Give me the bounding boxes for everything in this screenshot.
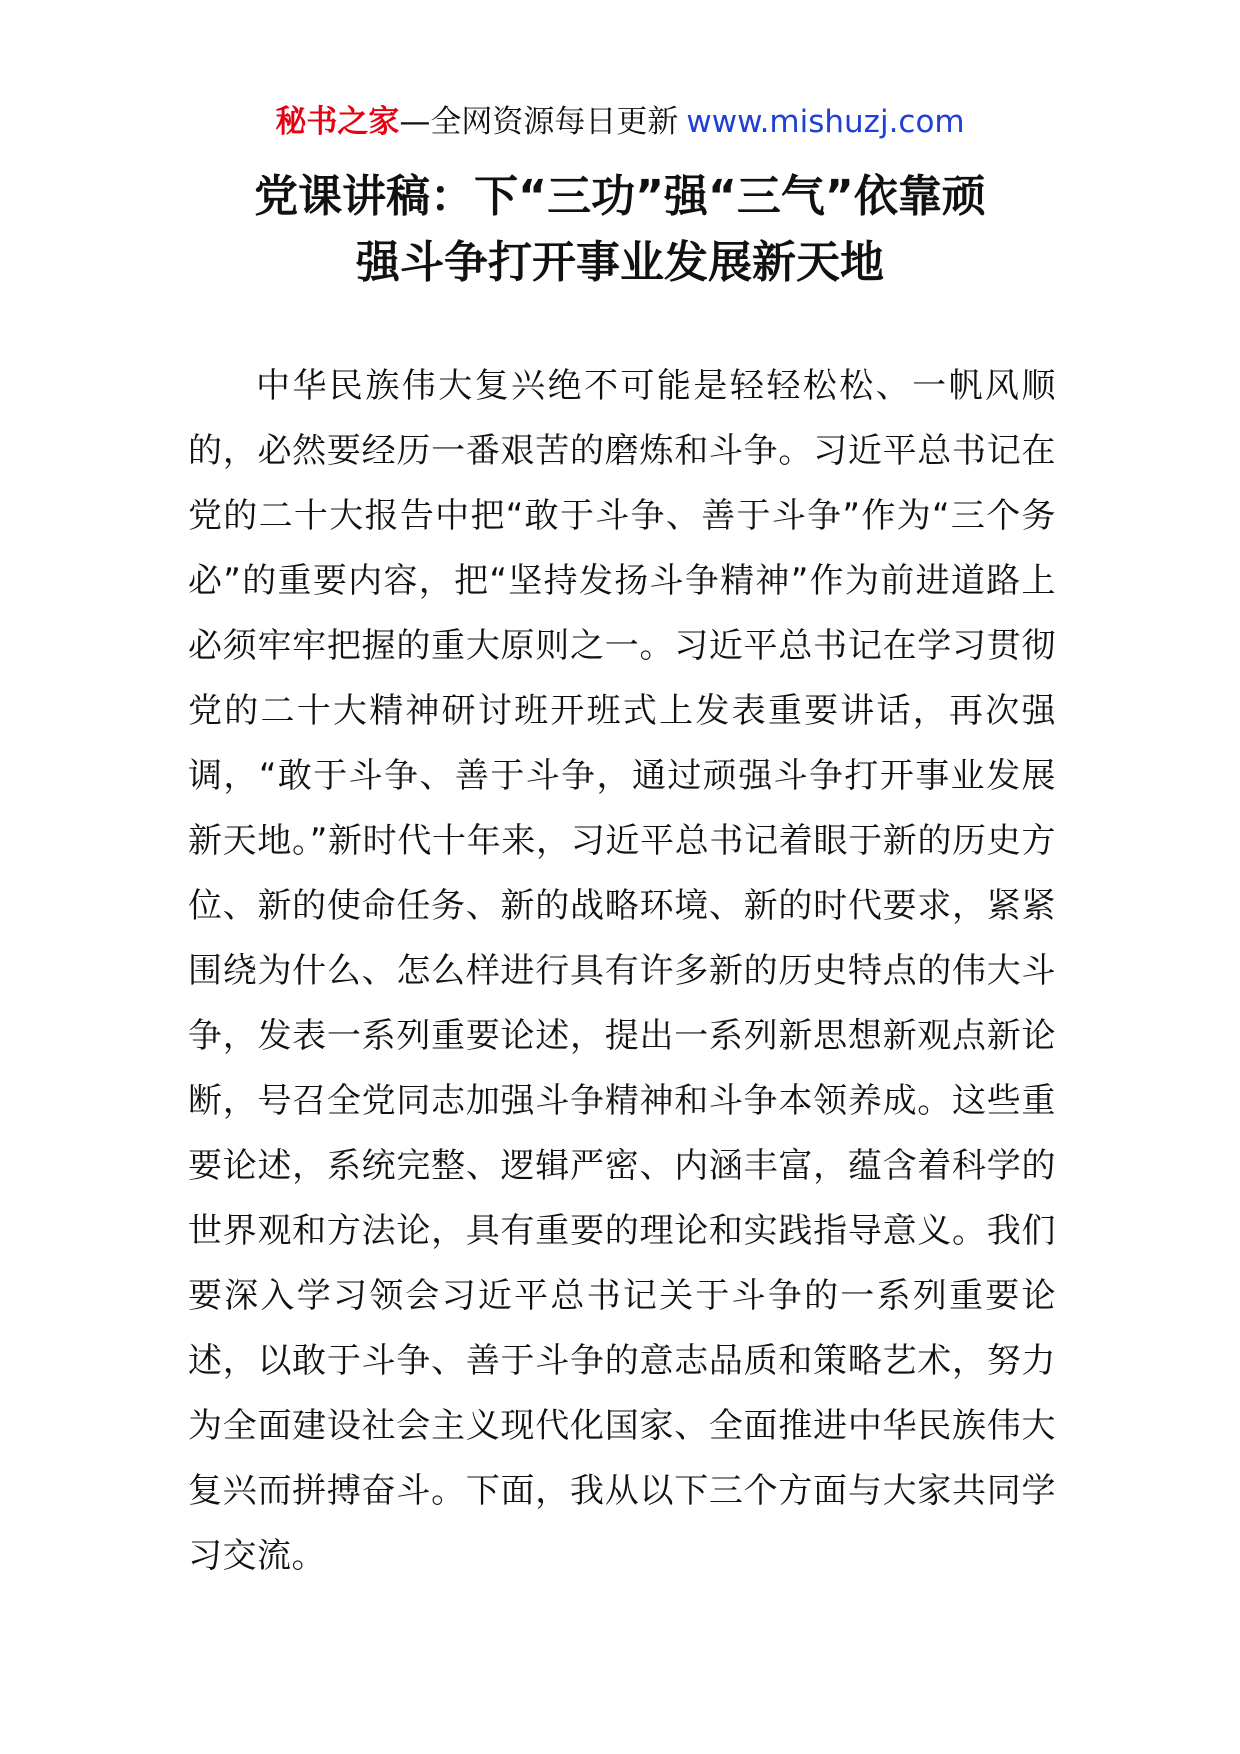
site-header xyxy=(0,100,1240,144)
document-title-line-2: 强斗争打开事业发展新天地 xyxy=(356,237,884,288)
site-name: 秘书之家 xyxy=(275,104,400,140)
site-url-link[interactable]: www.mishuzj.com xyxy=(686,104,965,140)
document-title xyxy=(170,164,1070,296)
site-slogan: —全网资源每日更新 xyxy=(399,104,679,140)
document-title-line-1: 党课讲稿：下“三功”强“三气”依靠顽 xyxy=(254,171,986,222)
body-paragraph: 中华民族伟大复兴绝不可能是轻轻松松、一帆风顺的，必然要经历一番艰苦的磨炼和斗争。习近平总书记在党的二十大报告中把“敢于斗争、善于斗争”作为“三个务必”的重要内容，把“坚持发扬斗争精神”作为前进道路上必须牢牢把握的重大原则之一。习近平总书记在学习贯彻党的二十大精神研讨班开班式上发表重要讲话，再次强调，“敢于斗争、善于斗争，通过顽强斗争打开事业发展新天地。”新时代十年来，习近平总书记着眼于新的历史方位、新的使命任务、新的战略环境、新的时代要求，紧紧围绕为什么、怎么样进行具有许多新的历史特点的伟大斗争，发表一系列重要论述，提出一系列新思想新观点新论断，号召全党同志加强斗争精神和斗争本领养成。这些重要论述，系统完整、逻辑严密、内涵丰富，蕴含着科学的世界观和方法论，具有重要的理论和实践指导意义。我们要深入学习领会习近平总书记关于斗争的一系列重要论述，以敢于斗争、善于斗争的意志品质和策略艺术，努力为全面建设社会主义现代化国家、全面推进中华民族伟大复兴而拼搏奋斗。下面，我从以下三个方面与大家共同学习交流。 xyxy=(188,366,1056,1576)
